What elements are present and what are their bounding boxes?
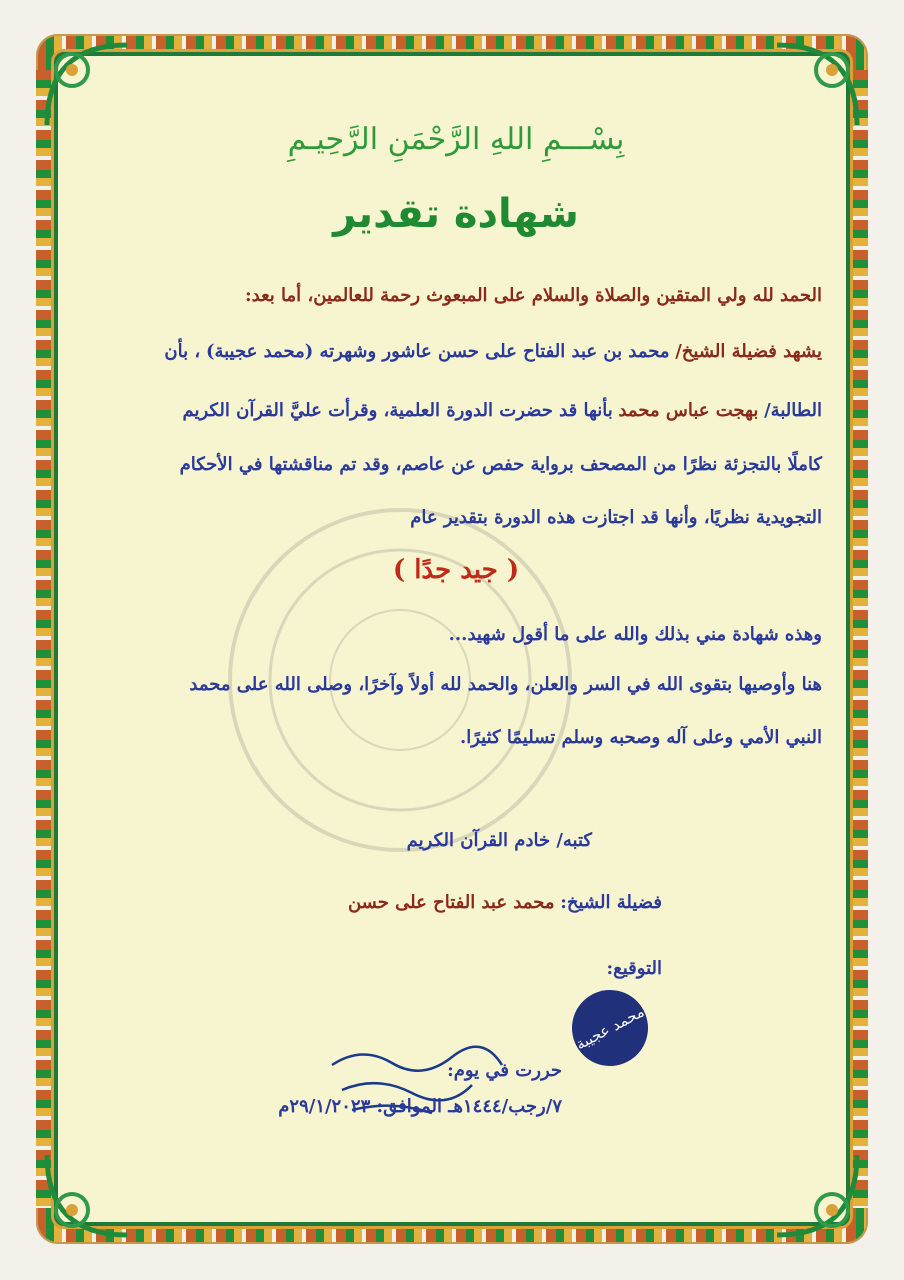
date-label: حررت في يوم: (447, 1060, 562, 1081)
certificate-content (90, 110, 822, 1117)
intro-line: الحمد لله ولي المتقين والصلاة والسلام على المبعوث رحمة للعالمين، أما بعد: (245, 285, 822, 306)
sheikh-signature-line (348, 892, 662, 913)
sheikh-label: فضيلة الشيخ: (560, 892, 662, 913)
closing-line: النبي الأمي وعلى آله وصحبه وسلم تسليمًا كثيرًا. (459, 727, 822, 748)
seal-stamp: محمد عجيبة (559, 977, 662, 1080)
corner-ornament-bottom-right (772, 1150, 862, 1240)
bismillah: بِسْـــمِ اللهِ الرَّحْمَنِ الرَّحِيـمِ (287, 122, 625, 157)
signature-label: التوقيع: (606, 958, 662, 979)
certificate-title: شهادة تقدير (333, 191, 579, 237)
student-line (183, 401, 822, 421)
recitation-line: كاملًا بالتجزئة نظرًا من المصحف برواية حفص عن عاصم، وقد تم مناقشتها في الأحكام (179, 454, 822, 475)
advice-line: هنا وأوصيها بتقوى الله في السر والعلن، والحمد لله أولاً وآخرًا، وصلى الله على محمد (189, 674, 822, 695)
testimony-line: وهذه شهادة مني بذلك والله على ما أقول شهيد... (448, 624, 822, 645)
student-suffix: بأنها قد حضرت الدورة العلمية، وقرأت عليَّ القرآن الكريم (182, 400, 613, 421)
sheikh-suffix: ، بأن (164, 341, 201, 362)
sheikh-prefix: يشهد فضيلة الشيخ/ (675, 341, 822, 362)
student-prefix: الطالبة/ (764, 400, 822, 421)
sheikh-testimony-line (164, 342, 822, 362)
sheikh-short-name: محمد عبد الفتاح على حسن (347, 892, 555, 913)
border-band-left (36, 70, 54, 1208)
tajweed-line: التجويدية نظريًا، وأنها قد اجتازت هذه الدورة بتقدير عام (410, 507, 822, 528)
sheikh-full-name: محمد بن عبد الفتاح على حسن عاشور وشهرته (محمد عجيبة) (205, 341, 670, 362)
student-name: بهجت عباس محمد (618, 400, 759, 421)
grade: ( جيد جدًا ) (392, 555, 520, 585)
border-band-right (850, 70, 868, 1208)
date-value: ٧/رجب/١٤٤٤هـ الموافق: ٢٩/١/٢٠٢٣م (278, 1096, 562, 1117)
written-by: كتبه/ خادم القرآن الكريم (406, 830, 592, 851)
corner-ornament-bottom-left (42, 1150, 132, 1240)
